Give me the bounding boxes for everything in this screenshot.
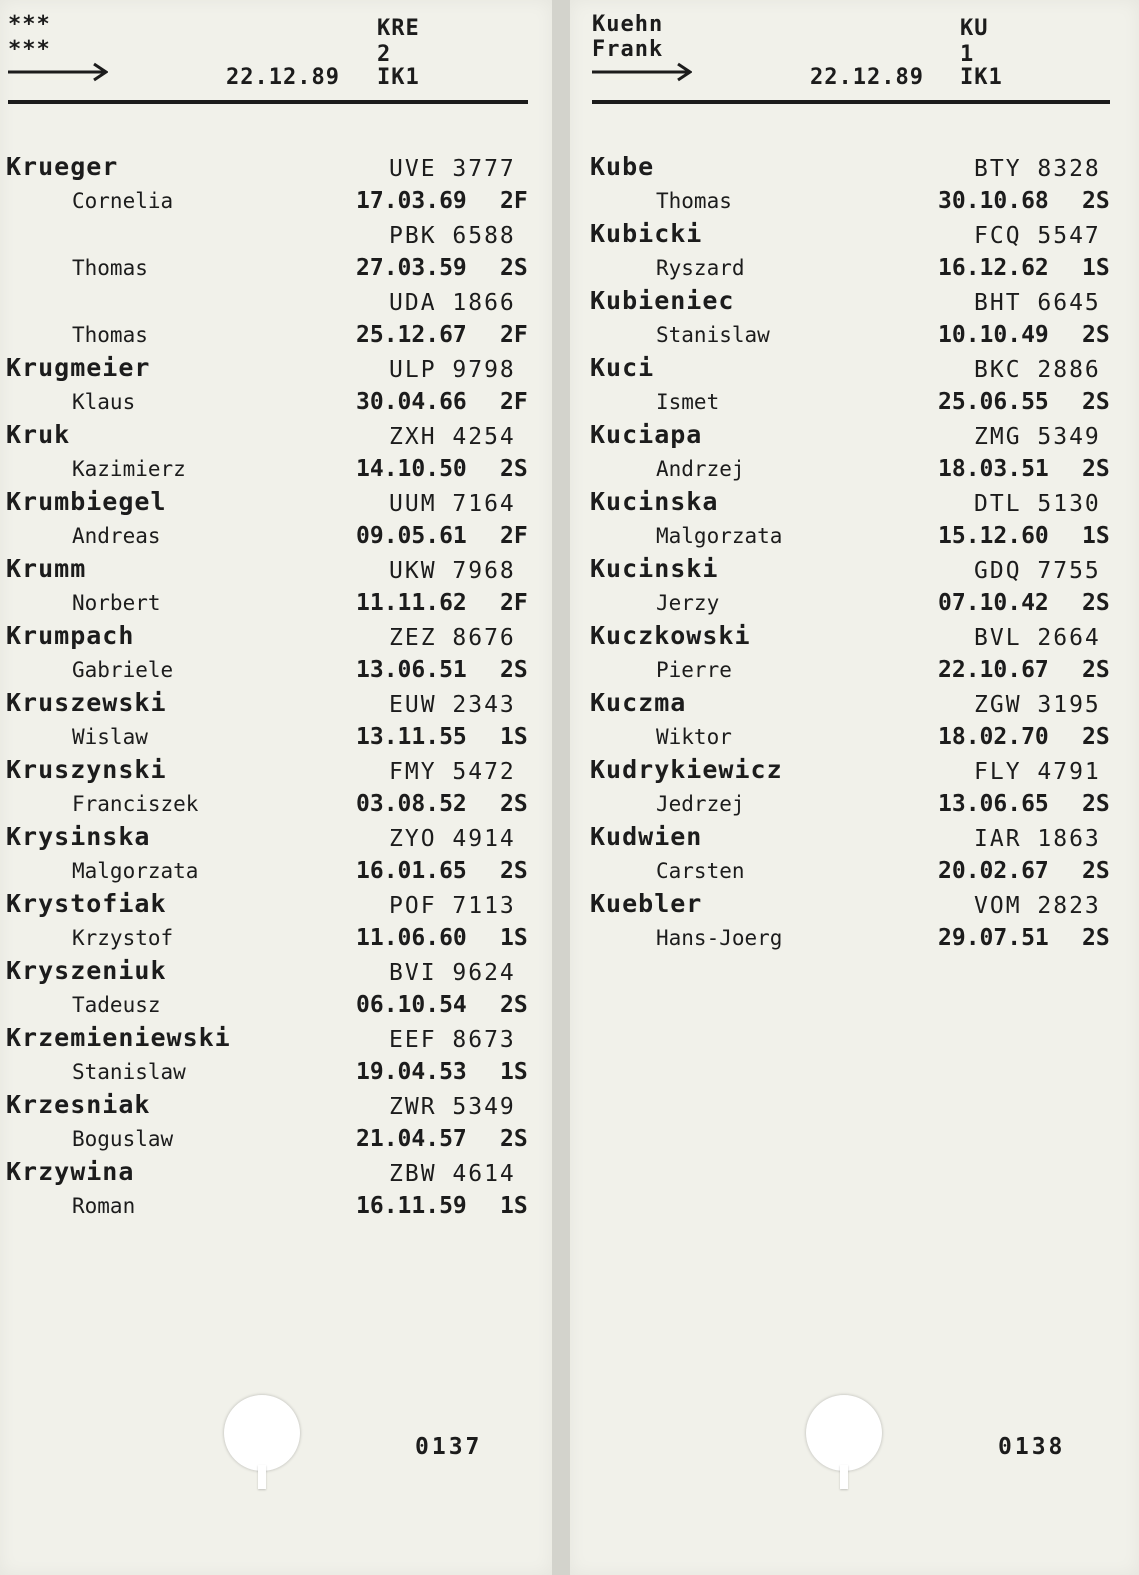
header-line2: Frank (592, 37, 664, 62)
entry-row (570, 621, 1139, 688)
entry-class: 2S (1082, 657, 1110, 683)
entry-birthdate: 09.05.61 (356, 523, 467, 549)
entry-code: UDA 1866 (389, 290, 516, 316)
entry-row (570, 487, 1139, 554)
entry-class: 2S (500, 1126, 528, 1152)
entry-row (0, 1023, 552, 1090)
entry-firstname: Wislaw (72, 725, 148, 749)
entry-code: VOM 2823 (974, 893, 1101, 919)
entry-class: 2S (1082, 724, 1110, 750)
entry-firstname: Boguslaw (72, 1127, 174, 1151)
entry-code: GDQ 7755 (974, 558, 1101, 584)
entry-code: BHT 6645 (974, 290, 1101, 316)
entry-birthdate: 10.10.49 (938, 322, 1049, 348)
entry-class: 2S (1082, 389, 1110, 415)
header-code: KRE (377, 16, 420, 41)
header-code: KU (960, 16, 989, 41)
entry-code: BVL 2664 (974, 625, 1101, 651)
entry-class: 2S (500, 992, 528, 1018)
entry-code: EEF 8673 (389, 1027, 516, 1053)
entry-birthdate: 06.10.54 (356, 992, 467, 1018)
entry-code: UVE 3777 (389, 156, 516, 182)
entry-code: FCQ 5547 (974, 223, 1101, 249)
entry-code: ZMG 5349 (974, 424, 1101, 450)
entry-firstname: Andrzej (656, 457, 745, 481)
entry-surname: Kucinska (590, 487, 719, 516)
entry-class: 1S (1082, 255, 1110, 281)
entry-surname: Kube (590, 152, 655, 181)
header-rule (8, 100, 528, 104)
header-tag: IK1 (377, 65, 420, 90)
index-card-left (0, 0, 552, 1575)
entry-birthdate: 22.10.67 (938, 657, 1049, 683)
entry-birthdate: 18.02.70 (938, 724, 1049, 750)
entry-firstname: Cornelia (72, 189, 174, 213)
entry-class: 2S (1082, 188, 1110, 214)
entry-firstname: Kazimierz (72, 457, 186, 481)
entry-surname: Kuci (590, 353, 655, 382)
entry-birthdate: 30.10.68 (938, 188, 1049, 214)
entry-row (0, 956, 552, 1023)
entry-firstname: Jedrzej (656, 792, 745, 816)
entry-birthdate: 29.07.51 (938, 925, 1049, 951)
entry-class: 2S (500, 657, 528, 683)
entry-firstname: Stanislaw (72, 1060, 186, 1084)
entry-surname: Kuczma (590, 688, 687, 717)
entry-code: IAR 1863 (974, 826, 1101, 852)
entry-row (0, 822, 552, 889)
entry-class: 2F (500, 590, 528, 616)
entry-firstname: Krzystof (72, 926, 174, 950)
entry-firstname: Franciszek (72, 792, 199, 816)
entry-row (0, 554, 552, 621)
entry-class: 2S (500, 255, 528, 281)
entry-class: 2S (1082, 925, 1110, 951)
entry-row (0, 755, 552, 822)
entry-row (570, 420, 1139, 487)
entry-firstname: Carsten (656, 859, 745, 883)
arrow-right-icon (8, 60, 108, 84)
entry-code: UUM 7164 (389, 491, 516, 517)
card-gap (552, 0, 570, 1575)
entry-birthdate: 07.10.42 (938, 590, 1049, 616)
entry-class: 1S (500, 724, 528, 750)
entry-firstname: Gabriele (72, 658, 174, 682)
entry-class: 1S (500, 1059, 528, 1085)
entry-birthdate: 20.02.67 (938, 858, 1049, 884)
entry-surname: Kuciapa (590, 420, 703, 449)
entry-firstname: Ismet (656, 390, 720, 414)
entry-class: 2F (500, 322, 528, 348)
entry-birthdate: 11.11.62 (356, 590, 467, 616)
entry-code: ULP 9798 (389, 357, 516, 383)
arrow-right-icon (592, 60, 692, 84)
entry-birthdate: 16.12.62 (938, 255, 1049, 281)
entry-class: 2S (500, 791, 528, 817)
entry-surname: Krzemieniewski (6, 1023, 231, 1052)
entry-firstname: Hans-Joerg (656, 926, 783, 950)
entry-firstname: Andreas (72, 524, 161, 548)
header-date: 22.12.89 (226, 65, 340, 90)
entry-row (0, 286, 552, 353)
entry-birthdate: 25.12.67 (356, 322, 467, 348)
entry-birthdate: 25.06.55 (938, 389, 1049, 415)
entry-code: PBK 6588 (389, 223, 516, 249)
entry-class: 2S (500, 456, 528, 482)
header-rule (592, 100, 1110, 104)
entry-firstname: Malgorzata (656, 524, 783, 548)
entry-surname: Krzywina (6, 1157, 135, 1186)
entry-row (0, 219, 552, 286)
entry-row (0, 688, 552, 755)
entry-code: BVI 9624 (389, 960, 516, 986)
entry-surname: Krumpach (6, 621, 135, 650)
entry-code: DTL 5130 (974, 491, 1101, 517)
entry-code: ZWR 5349 (389, 1094, 516, 1120)
entry-code: BKC 2886 (974, 357, 1101, 383)
entry-code: ZEZ 8676 (389, 625, 516, 651)
entry-surname: Krzesniak (6, 1090, 151, 1119)
entry-birthdate: 11.06.60 (356, 925, 467, 951)
punch-hole (806, 1395, 882, 1471)
entry-surname: Krugmeier (6, 353, 151, 382)
entry-surname: Kruszynski (6, 755, 167, 784)
header-tag: IK1 (960, 65, 1003, 90)
entry-class: 2S (500, 858, 528, 884)
entry-row (570, 152, 1139, 219)
entry-birthdate: 13.06.51 (356, 657, 467, 683)
entry-birthdate: 27.03.59 (356, 255, 467, 281)
entry-row (0, 621, 552, 688)
entry-class: 2F (500, 188, 528, 214)
entry-firstname: Wiktor (656, 725, 732, 749)
entry-row (570, 889, 1139, 956)
entry-birthdate: 18.03.51 (938, 456, 1049, 482)
entry-row (570, 219, 1139, 286)
entry-row (0, 889, 552, 956)
entry-code: EUW 2343 (389, 692, 516, 718)
entry-birthdate: 16.11.59 (356, 1193, 467, 1219)
entry-code: ZXH 4254 (389, 424, 516, 450)
entry-surname: Kryszeniuk (6, 956, 167, 985)
entry-birthdate: 30.04.66 (356, 389, 467, 415)
entry-firstname: Roman (72, 1194, 136, 1218)
entry-row (570, 755, 1139, 822)
entry-birthdate: 03.08.52 (356, 791, 467, 817)
entry-firstname: Stanislaw (656, 323, 770, 347)
entry-firstname: Thomas (656, 189, 732, 213)
entry-class: 2F (500, 523, 528, 549)
entry-class: 2F (500, 389, 528, 415)
entry-class: 2S (1082, 858, 1110, 884)
entry-row (0, 353, 552, 420)
entry-surname: Kuczkowski (590, 621, 751, 650)
entry-surname: Krueger (6, 152, 119, 181)
entry-birthdate: 15.12.60 (938, 523, 1049, 549)
entry-birthdate: 17.03.69 (356, 188, 467, 214)
punch-hole (224, 1395, 300, 1471)
entry-surname: Krumbiegel (6, 487, 167, 516)
entry-row (570, 688, 1139, 755)
entry-surname: Kubicki (590, 219, 703, 248)
entry-row (0, 420, 552, 487)
entry-code: UKW 7968 (389, 558, 516, 584)
entry-surname: Krumm (6, 554, 87, 583)
entry-birthdate: 21.04.57 (356, 1126, 467, 1152)
entry-firstname: Malgorzata (72, 859, 199, 883)
entry-code: POF 7113 (389, 893, 516, 919)
header-number: 1 (960, 42, 975, 67)
entry-firstname: Thomas (72, 256, 148, 280)
entry-code: ZBW 4614 (389, 1161, 516, 1187)
entry-birthdate: 13.11.55 (356, 724, 467, 750)
entry-row (0, 487, 552, 554)
entry-code: FMY 5472 (389, 759, 516, 785)
entry-firstname: Pierre (656, 658, 732, 682)
entry-firstname: Thomas (72, 323, 148, 347)
entry-class: 2S (1082, 322, 1110, 348)
entry-firstname: Tadeusz (72, 993, 161, 1017)
header-line1: *** (8, 12, 51, 37)
header-line2: *** (8, 37, 51, 62)
entry-class: 2S (1082, 456, 1110, 482)
entry-class: 1S (500, 925, 528, 951)
entry-firstname: Klaus (72, 390, 136, 414)
entry-row (0, 1157, 552, 1224)
card-number: 0137 (415, 1434, 483, 1460)
entry-code: FLY 4791 (974, 759, 1101, 785)
entry-surname: Kudrykiewicz (590, 755, 783, 784)
entry-birthdate: 16.01.65 (356, 858, 467, 884)
entry-row (0, 152, 552, 219)
entry-surname: Kubieniec (590, 286, 735, 315)
card-number: 0138 (998, 1434, 1066, 1460)
header-line1: Kuehn (592, 12, 664, 37)
entry-class: 2S (1082, 791, 1110, 817)
entry-row (0, 1090, 552, 1157)
entry-row (570, 353, 1139, 420)
entry-firstname: Jerzy (656, 591, 720, 615)
entry-surname: Kruszewski (6, 688, 167, 717)
entry-surname: Kudwien (590, 822, 703, 851)
header-number: 2 (377, 42, 392, 67)
index-card-right (570, 0, 1139, 1575)
entry-firstname: Norbert (72, 591, 161, 615)
entry-class: 1S (1082, 523, 1110, 549)
entry-firstname: Ryszard (656, 256, 745, 280)
entry-birthdate: 13.06.65 (938, 791, 1049, 817)
entry-birthdate: 14.10.50 (356, 456, 467, 482)
entry-row (570, 554, 1139, 621)
entry-code: ZGW 3195 (974, 692, 1101, 718)
entry-code: BTY 8328 (974, 156, 1101, 182)
entry-surname: Krysinska (6, 822, 151, 851)
entry-surname: Kucinski (590, 554, 719, 583)
header-date: 22.12.89 (810, 65, 924, 90)
entry-surname: Kuebler (590, 889, 703, 918)
entry-surname: Kruk (6, 420, 71, 449)
entry-surname: Krystofiak (6, 889, 167, 918)
entry-row (570, 822, 1139, 889)
entry-class: 1S (500, 1193, 528, 1219)
entry-code: ZYO 4914 (389, 826, 516, 852)
entry-birthdate: 19.04.53 (356, 1059, 467, 1085)
entry-class: 2S (1082, 590, 1110, 616)
entry-row (570, 286, 1139, 353)
